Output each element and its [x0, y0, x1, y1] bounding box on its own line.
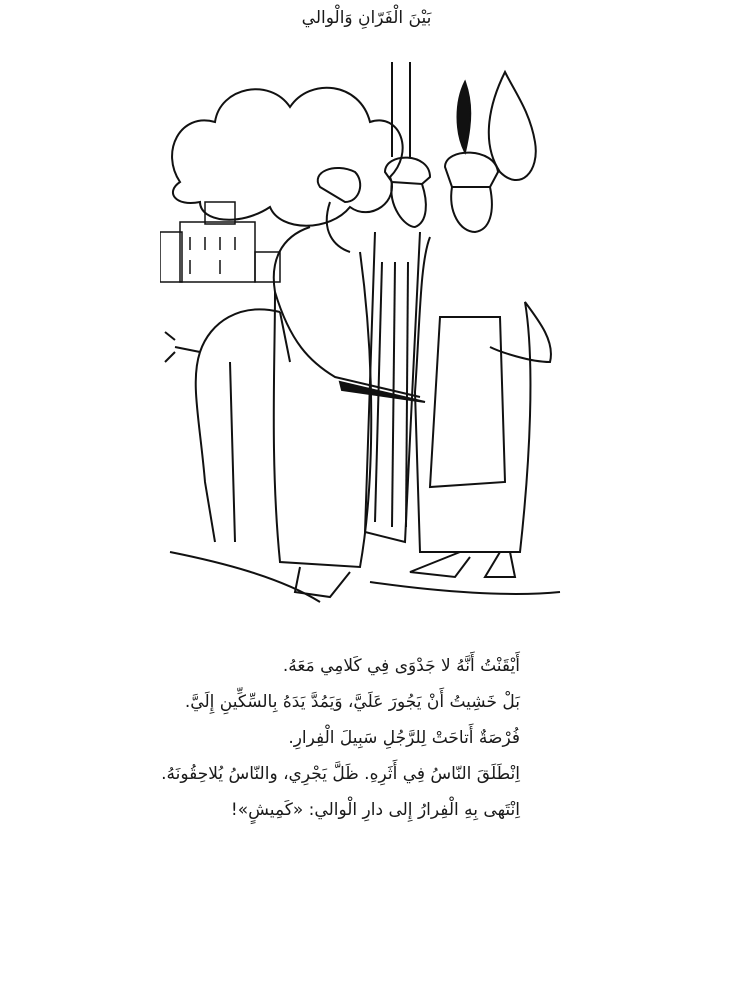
story-line: اِنْطَلَقَ النّاسُ فِي أَثَرِهِ. ظَلَّ يَجْرِي، والنّاسُ يُلاحِقُونَهُ.	[161, 764, 520, 784]
cloud-drawing	[172, 88, 403, 226]
story-line: اِنْتَهى بِهِ الْفِرارُ إِلى دارِ الْوالي: «كَمِيشٍ»!	[230, 800, 520, 820]
story-text	[161, 648, 520, 828]
story-line: بَلْ خَشِيتُ أَنْ يَجُورَ عَلَيَّ، وَيَمُدَّ يَدَهُ بِالسِّكِّينِ إِلَيَّ.	[184, 692, 520, 712]
hanging-meat-drawing	[392, 62, 536, 180]
man-with-knife-drawing	[274, 168, 425, 597]
illustration-image	[160, 62, 570, 612]
story-line: فُرْصَةٌ أَتاحَتْ لِلرَّجُلِ سَبِيلَ الْفِرارِ.	[288, 728, 520, 748]
horse-drawing	[165, 309, 290, 542]
baker-drawing	[410, 153, 551, 577]
middle-man-drawing	[365, 158, 430, 542]
page-title: بَيْنَ الْفَرّانِ وَالْوالي	[301, 8, 432, 28]
story-line: أَيْقَنْتُ أَنَّهُ لا جَدْوَى فِي كَلامِي مَعَهُ.	[282, 656, 520, 676]
building-drawing	[160, 202, 280, 282]
